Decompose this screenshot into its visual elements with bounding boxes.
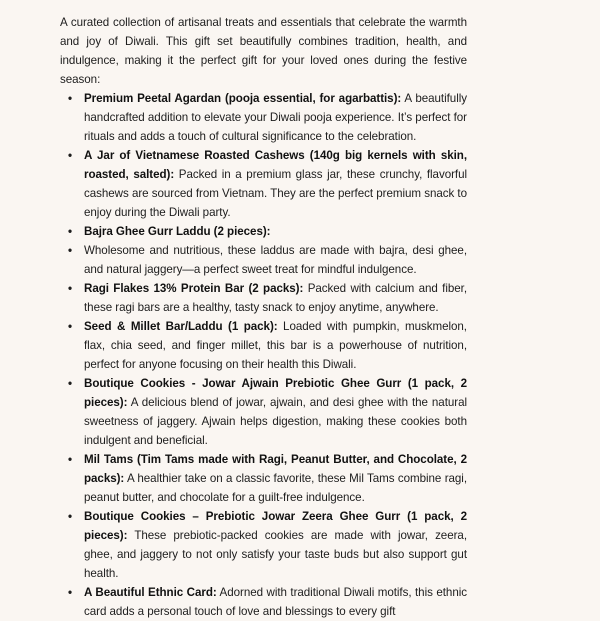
item-description: Wholesome and nutritious, these laddus are made with bajra, desi ghee, and natural jaggery—a perfect sweet treat for mindful indulgence. [84,244,467,276]
list-item [68,374,467,450]
list-item [68,583,467,621]
item-title: Seed & Millet Bar/Laddu (1 pack): [84,320,278,333]
item-title: Boutique Cookies - Jowar Ajwain Prebiotic Ghee Gurr (1 pack, 2 pieces): [84,377,467,409]
bullet-icon: • [68,377,73,390]
item-title: A Beautiful Ethnic Card: [84,586,217,599]
item-description: A beautifully handcrafted addition to elevate your Diwali pooja experience. It’s perfect for rituals and adds a touch of cultural significance to the celebration. [84,92,467,143]
list-item [68,241,467,279]
list-item [68,317,467,374]
list-item [68,507,467,583]
item-description: A healthier take on a classic favorite, these Mil Tams combine ragi, peanut butter, and chocolate for a guilt-free indulgence. [84,472,467,504]
bullet-icon: • [68,586,73,599]
bullet-icon: • [68,149,73,162]
intro-paragraph: A curated collection of artisanal treats and essentials that celebrate the warmth and joy of Diwali. This gift set beautifully combines tradition, health, and indulgence, making it the perfect gift for your loved ones during the festive season: [60,16,467,86]
product-description [60,13,467,621]
list-item [68,146,468,222]
list-item [68,279,467,317]
bullet-icon: • [68,92,73,105]
bullet-icon: • [68,225,73,238]
item-description: These prebiotic-packed cookies are made with jowar, zeera, ghee, and jaggery to not only satisfy your taste buds but also support gut health. [84,529,467,580]
item-title: Ragi Flakes 13% Protein Bar (2 packs): [84,282,304,295]
item-title: Mil Tams (Tim Tams made with Ragi, Peanut Butter, and Chocolate, 2 packs): [84,453,467,485]
item-title: Bajra Ghee Gurr Laddu (2 pieces): [84,225,271,238]
list-item [68,89,467,146]
list-item [68,222,467,241]
item-description: Adorned with traditional Diwali motifs, this ethnic card adds a personal touch of love and blessings to every gift [84,586,467,618]
item-description: A delicious blend of jowar, ajwain, and desi ghee with the natural sweetness of jaggery. Ajwain helps digestion, making these cookies both indulgent and beneficial. [84,396,467,447]
item-description: Loaded with pumpkin, muskmelon, flax, chia seed, and finger millet, this bar is a powerhouse of nutrition, perfect for anyone focusing on their health this Diwali. [84,320,467,371]
item-title: Premium Peetal Agardan (pooja essential, for agarbattis): [84,92,402,105]
bullet-icon: • [68,320,73,333]
bullet-icon: • [68,510,73,523]
bullet-icon: • [68,453,73,466]
item-title: A Jar of Vietnamese Roasted Cashews (140g big kernels with skin, roasted, salted): [84,149,467,181]
item-description: Packed with calcium and fiber, these ragi bars are a healthy, tasty snack to enjoy anytime, anywhere. [84,282,467,314]
item-description: Packed in a premium glass jar, these crunchy, flavorful cashews are sourced from Vietnam. They are the perfect premium snack to enjoy during the Diwali party. [84,168,468,219]
bullet-icon: • [68,282,73,295]
gift-items-list [60,89,467,621]
item-title: Boutique Cookies – Prebiotic Jowar Zeera Ghee Gurr (1 pack, 2 pieces): [84,510,467,542]
list-item [68,450,467,507]
bullet-icon: • [68,244,73,257]
